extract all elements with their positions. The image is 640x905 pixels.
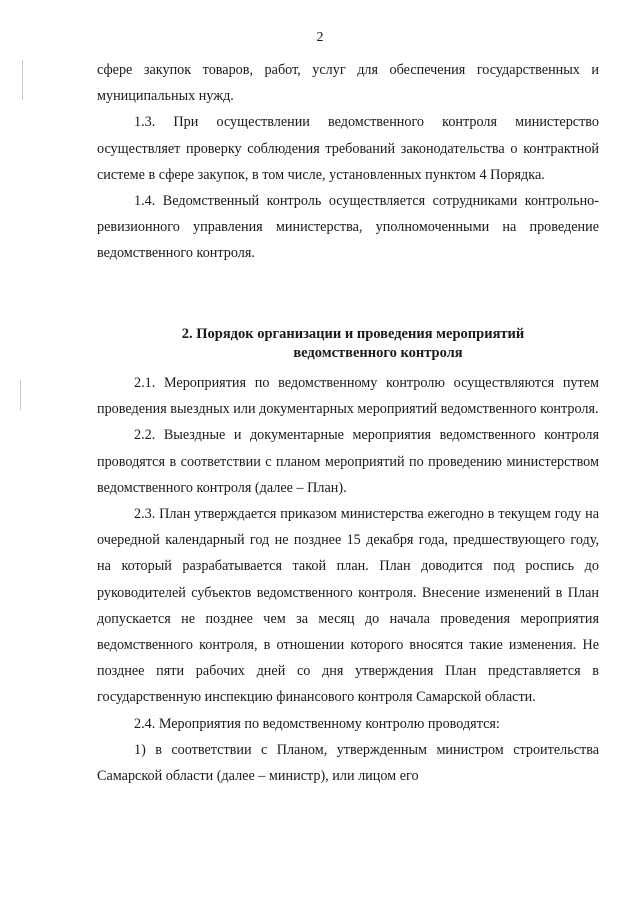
paragraph-2-4: 2.4. Мероприятия по ведомственному контролю проводятся: (134, 715, 500, 732)
paragraph-1-4: 1.4. Ведомственный контроль осуществляется сотрудниками контрольно-ревизионного управления министерства, уполномоченными на проведение ведомственного контроля. (97, 193, 599, 262)
scan-edge-mark (22, 60, 23, 100)
section-2-heading-line2: ведомственного контроля (293, 345, 463, 361)
section-2-heading (97, 325, 599, 363)
paragraph-1-2-continuation: сфере закупок товаров, работ, услуг для обеспечения государственных и муниципальных нужд. (97, 62, 599, 105)
section-2-heading-line1: 2. Порядок организации и проведения мероприятий (181, 326, 525, 342)
paragraph-2-2: 2.2. Выездные и документарные мероприятия ведомственного контроля проводятся в соответствии с планом мероприятий по проведению министерством ведомственного контроля (далее – План). (97, 427, 599, 496)
paragraph-2-3: 2.3. План утверждается приказом министерства ежегодно в текущем году на очередной календарный год не позднее 15 декабря года, предшествующего году, на который разрабатывается такой план. План доводится под роспись до руководителей субъектов ведомственного контроля. Внесение изменений в План допускается не позднее чем за месяц до начала проведения мероприятия ведомственного контроля, в отношении которого вносятся такие изменения. Не позднее пяти рабочих дней со дня утверждения План представляется в государственную инспекцию финансового контроля Самарской области. (97, 506, 599, 706)
section-2-body (97, 370, 599, 789)
scan-edge-mark (20, 380, 21, 410)
section-1-continuation (97, 57, 599, 267)
paragraph-2-4-item-1: 1) в соответствии с Планом, утвержденным министром строительства Самарской области (далее – министр), или лицом его (97, 741, 599, 785)
paragraph-2-1: 2.1. Мероприятия по ведомственному контролю осуществляются путем проведения выездных или документарных мероприятий ведомственного контроля. (97, 375, 599, 418)
paragraph-1-3: 1.3. При осуществлении ведомственного контроля министерство осуществляет проверку соблюдения требований законодательства о контрактной системе в сфере закупок, в том числе, установленных пунктом 4 Порядка. (97, 114, 599, 183)
page-number: 2 (316, 30, 324, 45)
